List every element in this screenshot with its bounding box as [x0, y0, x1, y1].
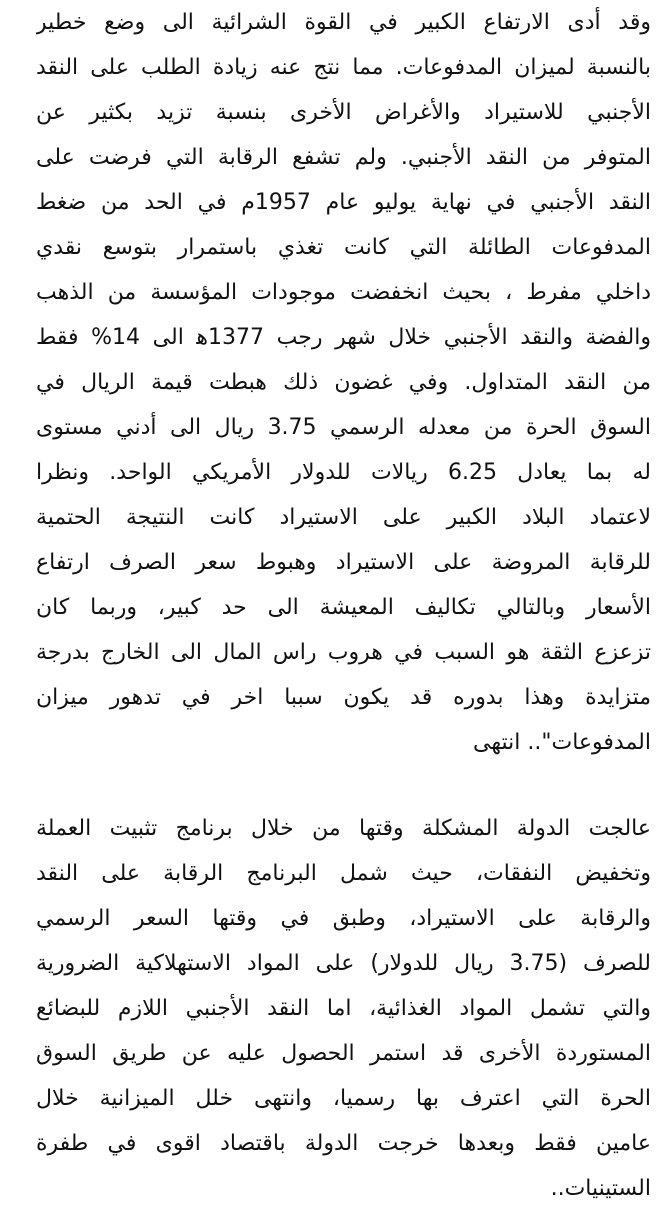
- text-line: وتخفيض النفقات، حيث شمل البرنامج الرقابة على النقد: [36, 861, 651, 886]
- paragraph-2: [36, 806, 651, 1211]
- text-line: السوق الحرة من معدله الرسمي 3.75 ريال الى أدني مستوى: [36, 415, 651, 440]
- text-line: عامين فقط وبعدها خرجت الدولة باقتصاد اقوى في طفرة: [36, 1131, 651, 1156]
- text-line: والفضة والنقد الأجنبي خلال شهر رجب 1377ﻫ الى 14% فقط: [36, 325, 651, 350]
- text-line: عالجت الدولة المشكلة وقتها من خلال برنامج تثبيت العملة: [36, 816, 651, 841]
- text-line: للرقابة المروضة على الاستيراد وهبوط سعر الصرف ارتفاع: [36, 550, 651, 575]
- text-line: للصرف (3.75 ريال للدولار) على المواد الاستهلاكية الضرورية: [36, 951, 651, 976]
- text-line: لاعتماد البلاد الكبير على الاستيراد كانت النتيجة الحتمية: [36, 505, 651, 530]
- text-line: الستينيات..: [550, 1176, 651, 1201]
- text-line: بالنسبة لميزان المدفوعات. مما نتج عنه زيادة الطلب على النقد: [36, 55, 651, 80]
- text-line: المدفوعات".. انتهى: [473, 730, 651, 755]
- text-line: متزايدة وهذا بدوره قد يكون سببا اخر في تدهور ميزان: [36, 685, 651, 710]
- text-line: وقد أدى الارتفاع الكبير في القوة الشرائية الى وضع خطير: [36, 10, 651, 35]
- text-line: من النقد المتداول. وفي غضون ذلك هبطت قيمة الريال في: [36, 370, 651, 395]
- text-line: تزعزع الثقة هو السبب في هروب راس المال الى الخارج بدرجة: [36, 640, 651, 665]
- text-line: المدفوعات الطائلة التي كانت تغذي باستمرار بتوسع نقدي: [36, 235, 651, 260]
- text-line: الأسعار وبالتالي تكاليف المعيشة الى حد كبير، وربما كان: [36, 595, 651, 620]
- text-line: النقد الأجنبي في نهاية يوليو عام 1957م في الحد من ضغط: [36, 190, 651, 215]
- text-line: الأجنبي للاستيراد والأغراض الأخرى بنسبة تزيد بكثير عن: [36, 100, 651, 125]
- text-line: المستوردة الأخرى قد استمر الحصول عليه عن طريق السوق: [36, 1041, 651, 1066]
- text-line: والتي تشمل المواد الغذائية، اما النقد الأجنبي اللازم للبضائع: [36, 996, 651, 1021]
- text-line: داخلي مفرط ، بحيث انخفضت موجودات المؤسسة من الذهب: [36, 280, 651, 305]
- text-line: المتوفر من النقد الأجنبي. ولم تشفع الرقابة التي فرضت على: [36, 145, 651, 170]
- text-line: له بما يعادل 6.25 ريالات للدولار الأمريكي الواحد. ونظرا: [36, 460, 651, 485]
- text-line: الحرة التي اعترف بها رسميا، وانتهى خلل الميزانية خلال: [36, 1086, 651, 1111]
- text-line: والرقابة على الاستيراد، وطبق في وقتها السعر الرسمي: [36, 906, 651, 931]
- paragraph-1: [36, 0, 651, 765]
